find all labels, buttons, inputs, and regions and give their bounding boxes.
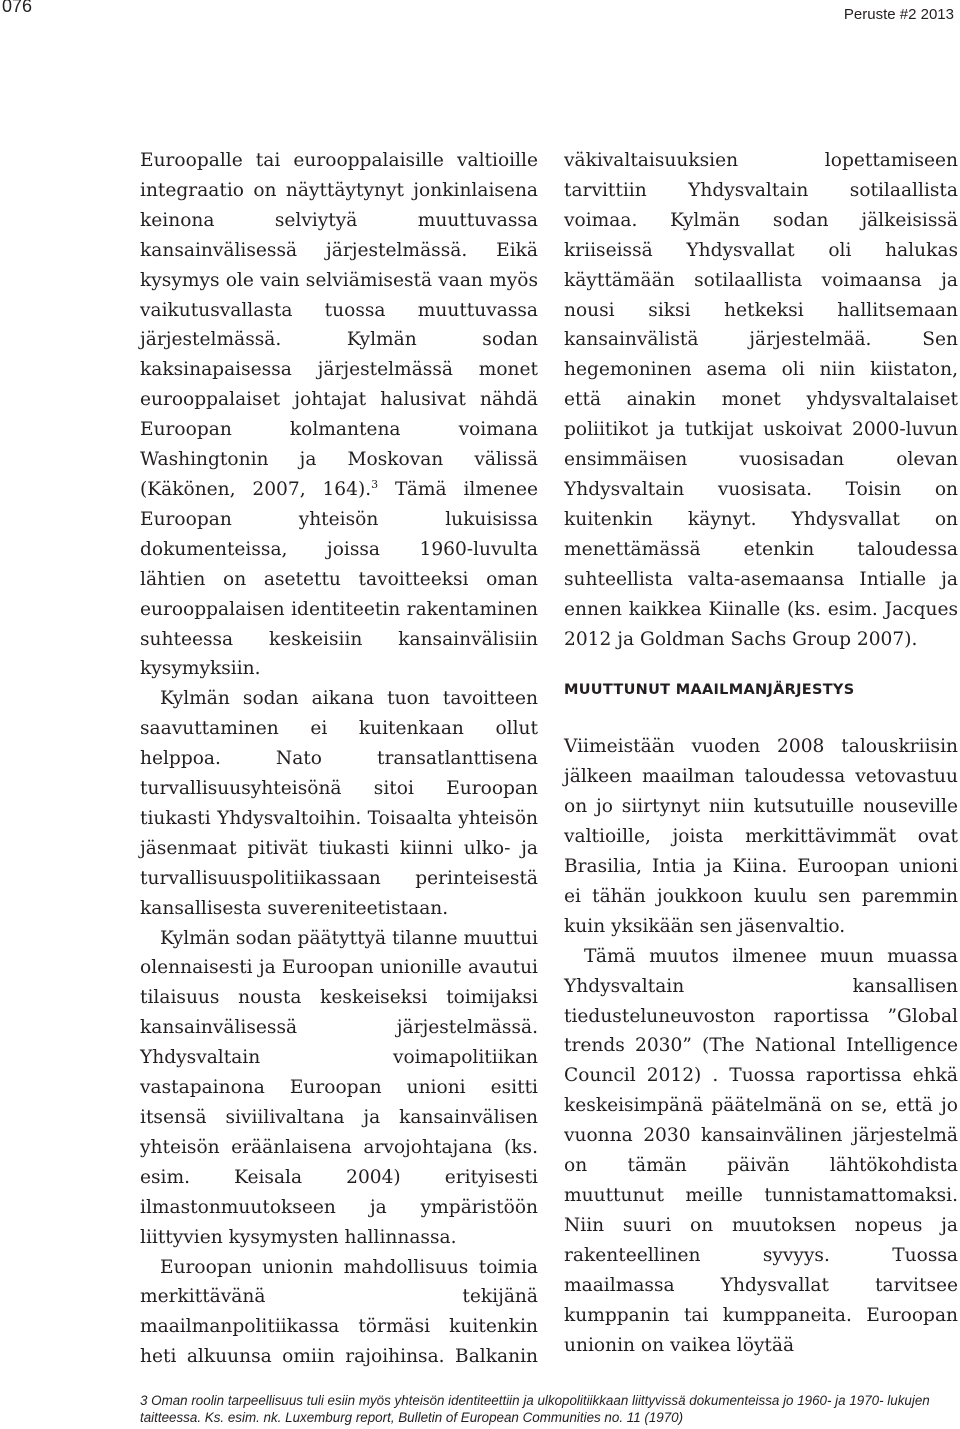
page-number: 076 xyxy=(2,0,33,16)
paragraph-text: Tämä ilmenee Euroopan yhteisön lukuisissa dokumenteissa, joissa 1960-luvulta lähtien on asetettu tavoitteeksi oman eurooppalaisen identiteetin rakentaminen suhteessa keskeisiin kansainvälisiin kysymyksiin. xyxy=(140,478,538,680)
section-heading: MUUTTUNUT MAAILMANJÄRJESTYS xyxy=(564,682,855,699)
footnote-reference: 3 xyxy=(371,477,379,491)
right-column xyxy=(564,146,958,1360)
paragraph: Kylmän sodan päätyttyä tilanne muuttui olennaisesti ja Euroopan unionille avautui tilaisuus nousta keskeiseksi toimijaksi kansainvälisessä järjestelmässä. Yhdysvaltain voimapolitiikan vastapainona Euroopan unioni esitti itsensä siviilivaltana ja kansainvälisen yhteisön eräänlaisena arvojohtajana (ks. esim. Keisala 2004) erityisesti ilmastonmuutokseen ja ympäristöön liittyvien kysymysten hallinnassa. xyxy=(140,927,538,1248)
paragraph: Viimeistään vuoden 2008 talouskriisin jälkeen maailman taloudessa vetovastuu on jo siirtynyt niin kutsutuille nouseville valtioille, joista merkittävimmät ovat Brasilia, Intia ja Kiina. Euroopan unioni ei tähän joukkoon kuulu sen paremmin kuin yksikään sen jäsenvaltio. xyxy=(564,736,958,937)
footnote: 3 Oman roolin tarpeellisuus tuli esiin myös yhteisön identiteettiin ja ulkopolitiikkaan liittyvissä dokumenteissa jo 1960- ja 1970- lukujen taitteessa. Ks. esim. nk. Luxemburg report, Bulletin of European Communities no. 11 (1970) xyxy=(140,1393,930,1425)
paragraph-text: Euroopalle tai eurooppalaisille valtioille integraatio on näyttäytynyt jonkinlaisena keinona selviytyä muuttuvassa kansainvälisessä järjestelmässä. Eikä kysymys ole vain selviämisestä vaan myös vaikutusvallasta tuossa muuttuvassa järjestelmässä. Kylmän sodan kaksinapaisessa järjestelmässä monet eurooppalaiset johtajat halusivat nähdä Euroopan kolmantena voimana Washingtonin ja Moskovan välissä (Käkönen, 2007, 164). xyxy=(140,150,538,500)
paragraph xyxy=(140,146,538,684)
paragraph: Tämä muutos ilmenee muun muassa Yhdysvaltain kansallisen tiedusteluneuvoston raportissa ”Global trends 2030” (The National Intelligence Council 2012) . Tuossa raportissa ehkä keskeisimpänä päätelmänä on se, että jo vuonna 2030 kansainvälinen järjestelmä on tämän päivän lähtökohdista muuttunut meille tunnistamattomaksi. Niin suuri on muutoksen nopeus ja rakenteellinen syvyys. Tuossa maailmassa Yhdysvallat tarvitsee kumppanin tai kumppaneita. Euroopan unionin on vaikea löytää xyxy=(564,945,958,1356)
running-head: Peruste #2 2013 xyxy=(843,6,954,23)
paragraph: Euroopan unionin mahdollisuus toimia merkittävänä tekijänä maailmanpolitiikassa törmäsi kuitenkin heti alkuunsa omiin rajoihinsa. Balkanin xyxy=(140,1256,538,1368)
paragraph: Kylmän sodan aikana tuon tavoitteen saavuttaminen ei kuitenkaan ollut helppoa. Nato transatlanttisena turvallisuusyhteisönä sitoi Euroopan tiukasti Yhdysvaltoihin. Toisaalta yhteisön jäsenmaat pitivät tiukasti kiinni ulko- ja turvallisuuspolitiikassaan perinteisestä kansallisesta suvereniteetistaan. xyxy=(140,688,538,919)
left-column xyxy=(140,146,538,1372)
paragraph: väkivaltaisuuksien lopettamiseen tarvittiin Yhdysvaltain sotilaallista voimaa. Kylmän sodan jälkeisissä kriiseissä Yhdysvallat oli halukas käyttämään sotilaallista voimaansa ja nousi siksi hetkeksi hallitsemaan kansainvälistä järjestelmää. Sen hegemoninen asema oli niin kiistaton, että ainakin monet yhdysvaltalaiset poliitikot ja tutkijat uskoivat 2000-luvun ensimmäisen vuosisadan olevan Yhdysvaltain vuosisata. Toisin on kuitenkin käynyt. Yhdysvallat on menettämässä etenkin taloudessa suhteellista valta-asemaansa Intialle ja ennen kaikkea Kiinalle (ks. esim. Jacques 2012 ja Goldman Sachs Group 2007). xyxy=(564,150,958,650)
